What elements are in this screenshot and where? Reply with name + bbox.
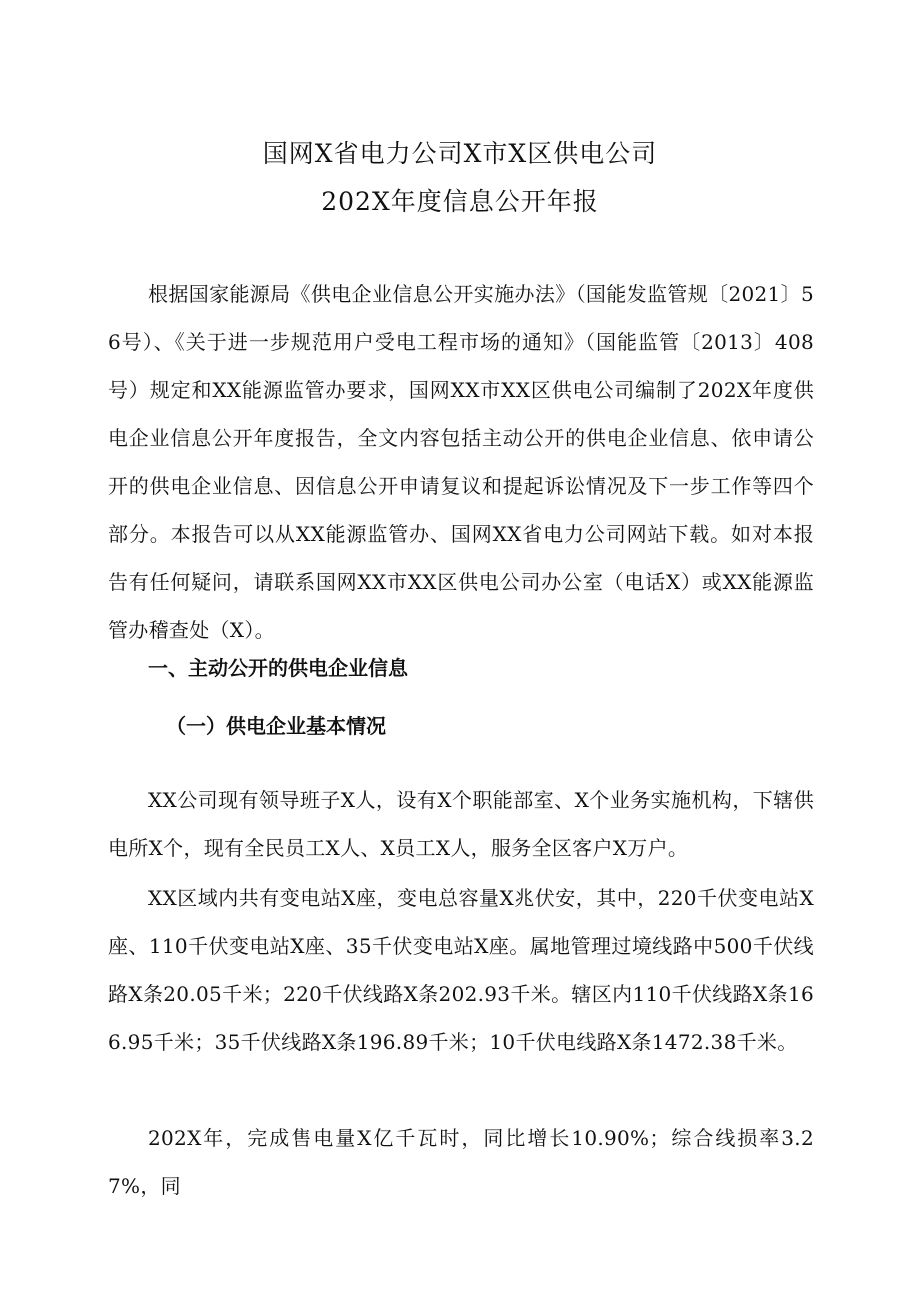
section-heading-1: 一、主动公开的供电企业信息 — [148, 656, 408, 680]
basic-info-paragraph-2: XX区域内共有变电站X座，变电总容量X兆伏安，其中，220千伏变电站X座、110千伏变电站X座、35千伏变电站X座。属地管理过境线路中500千伏线路X条20.05千米；220千伏线路X条202.93千米。辖区内110千伏线路X条166.95千米；35千伏线路X条196.89千米；10千伏电线路X条1472.38千米。 — [108, 886, 814, 1054]
basic-info-paragraph-3: 202X年，完成售电量X亿千瓦时，同比增长10.90%；综合线损率3.27%，同 — [108, 1126, 814, 1198]
document-title-line2: 202X年度信息公开年报 — [321, 187, 599, 216]
intro-paragraph: 根据国家能源局《供电企业信息公开实施办法》（国能发监管规〔2021〕56号）、《关于进一步规范用户受电工程市场的通知》（国能监管〔2013〕408号）规定和XX能源监管办要求，国网XX市XX区供电公司编制了202X年度供电企业信息公开年度报告，全文内容包括主动公开的供电企业信息、依申请公开的供电企业信息、因信息公开申请复议和提起诉讼情况及下一步工作等四个部分。本报告可以从XX能源监管办、国网XX省电力公司网站下载。如对本报告有任何疑问，请联系国网XX市XX区供电公司办公室（电话X）或XX能源监管办稽查处（X）。 — [108, 282, 814, 642]
document-title-line1: 国网X省电力公司X市X区供电公司 — [262, 139, 658, 168]
subsection-heading-1: （一）供电企业基本情况 — [166, 714, 386, 738]
basic-info-paragraph-1: XX公司现有领导班子X人，设有X个职能部室、X个业务实施机构，下辖供电所X个，现有全民员工X人、X员工X人，服务全区客户X万户。 — [108, 788, 814, 860]
